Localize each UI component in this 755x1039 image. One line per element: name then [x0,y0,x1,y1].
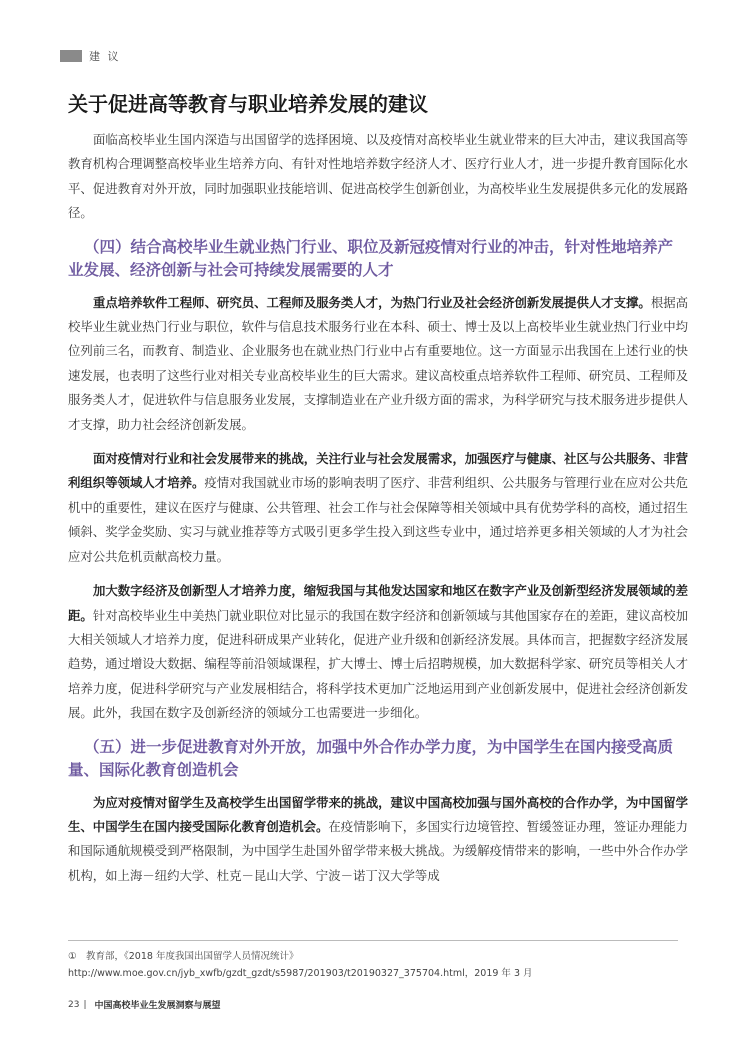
footer-separator: | [83,999,87,1010]
paragraph-lead: 加大数字经济及创新型人才培养力度，缩短我国与其他发达国家和地区在数字产业及创新型经济发展领域的差距。 [68,583,688,623]
section-4-paragraph-1 [68,291,688,437]
paragraph-lead: 面对疫情对行业和社会发展带来的挑战，关注行业与社会发展需求，加强医疗与健康、社区与公共服务、非营利组织等领域人才培养。 [68,451,688,491]
paragraph-lead: 为应对疫情对留学生及高校学生出国留学带来的挑战，建议中国高校加强与国外高校的合作办学，为中国留学生、中国学生在国内接受国际化教育创造机会。 [68,794,688,834]
paragraph-body: 在疫情影响下，多国实行边境管控、暂缓签证办理，签证办理能力和国际通航规模受到严格限制，为中国学生赴国外留学带来极大挑战。为缓解疫情带来的影响，一些中外合作办学机构，如上海－纽约大学、杜克－昆山大学、宁波－诺丁汉大学等成 [68,818,689,883]
section-5-heading: （五）进一步促进教育对外开放，加强中外合作办学力度，为中国学生在国内接受高质量、国际化教育创造机会 [68,737,674,780]
section-4-heading: （四）结合高校毕业生就业热门行业、职位及新冠疫情对行业的冲击，针对性地培养产业发展、经济创新与社会可持续发展需要的人才 [68,237,674,280]
footnote: ① 教育部，《2018 年度我国出国留学人员情况统计》http://www.moe.gov.cn/jyb_xwfb/gzdt_gzdt/s5987/201903/t20190327_375704.html，2019 年 3 月 [68,951,533,979]
header-mark [60,50,82,62]
paragraph-body: 针对高校毕业生中美热门就业职位对比显示的我国在数字经济和创新领域与其他国家存在的差距，建议高校加大相关领域人才培养力度，促进科研成果产业转化，促进产业升级和创新经济发展。具体而言，把握数字经济发展趋势，通过增设大数据、编程等前沿领域课程，扩大博士、博士后招聘规模，加大数据科学家、研究员等相关人才培养力度，促进科学研究与产业发展相结合，将科学技术更加广泛地运用到产业创新发展中，促进社会经济创新发展。此外，我国在数字及创新经济的领域分工也需要进一步细化。 [68,607,689,721]
page-title: 关于促进高等教育与职业培养发展的建议 [68,92,428,116]
paragraph-body: 根据高校毕业生就业热门行业与职位，软件与信息技术服务行业在本科、硕士、博士及以上高校毕业生就业热门行业中均位列前三名，而教育、制造业、企业服务也在就业热门行业中占有重要地位。这一方面显示出我国在上述行业的快速发展，也表明了这些行业对相关专业高校毕业生的巨大需求。建议高校重点培养软件工程师、研究员、工程师及服务类人才，促进软件与信息服务业发展，支撑制造业在产业升级方面的需求，为科学研究与技术服务进步提供人才支撑，助力社会经济创新发展。 [68,294,689,432]
header-label: 建 议 [89,50,121,63]
page-number: 23 [68,999,80,1010]
intro-paragraph: 面临高校毕业生国内深造与出国留学的选择困境、以及疫情对高校毕业生就业带来的巨大冲击，建议我国高等教育机构合理调整高校毕业生培养方向、有针对性地培养数字经济人才、医疗行业人才，进一步提升教育国际化水平、促进教育对外开放，同时加强职业技能培训、促进高校学生创新创业，为高校毕业生发展提供多元化的发展路径。 [68,132,688,221]
section-5-paragraph-1 [68,791,688,889]
page-header [60,48,121,64]
section-4-paragraph-3 [68,579,688,725]
main-content [68,128,688,898]
paragraph-body: 疫情对我国就业市场的影响表明了医疗、非营利组织、公共服务与管理行业在应对公共危机中的重要性，建议在医疗与健康、公共管理、社会工作与社会保障等相关领域中具有优势学科的高校，通过招生倾斜、奖学金奖励、实习与就业推荐等方式吸引更多学生投入到这些专业中，通过培养更多相关领域的人才为社会应对公共危机贡献高校力量。 [68,475,689,564]
paragraph-lead: 重点培养软件工程师、研究员、工程师及服务类人才，为热门行业及社会经济创新发展提供人才支撑。 [93,294,651,310]
book-title: 中国高校毕业生发展洞察与展望 [94,1001,221,1011]
section-4-paragraph-2 [68,447,688,569]
page-footer [68,998,221,1011]
footnote-divider [68,940,678,941]
